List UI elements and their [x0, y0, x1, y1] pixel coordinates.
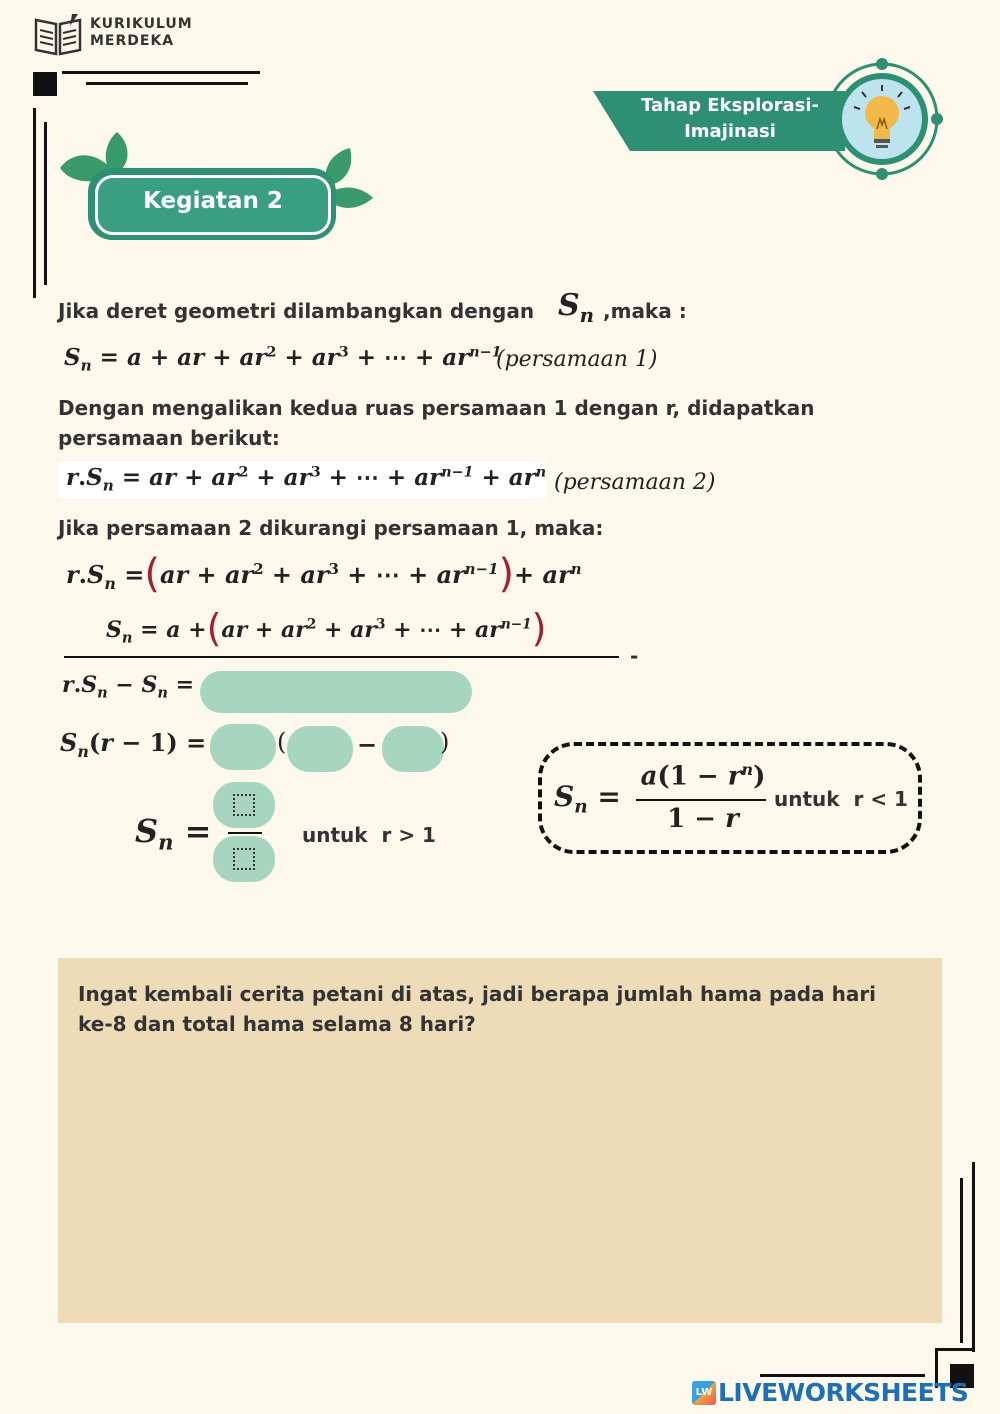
difference-lhs: $r.S_n - S_n$ = [62, 672, 195, 702]
frame-line [33, 108, 36, 298]
formula-fraction-bar [636, 799, 766, 801]
stage-banner-line1: Tahap Eksplorasi- [641, 95, 819, 116]
liveworksheets-wordmark: LIVEWORKSHEETS [718, 1378, 969, 1407]
difference-answer-input[interactable] [200, 671, 472, 713]
activity-title: Kegiatan 2 [143, 188, 283, 214]
book-icon [32, 12, 84, 56]
sn-symbol: $S_n$ [558, 288, 595, 327]
logo-line1: KURIKULUM [90, 16, 193, 32]
frame-line [86, 82, 248, 85]
inner-left-input[interactable] [287, 726, 353, 772]
factor-input[interactable] [210, 724, 276, 770]
placeholder-box-icon [233, 848, 255, 870]
liveworksheets-badge-icon: LW [692, 1381, 716, 1405]
open-paren: ( [277, 728, 287, 756]
stage-banner [590, 55, 950, 185]
inner-right-input[interactable] [382, 726, 444, 772]
curriculum-logo [30, 10, 200, 58]
subtraction-line-2: $S_n = a +(ar + ar^2 + ar^3$ + ⋯ + $ar^{n-1}$) [106, 606, 547, 650]
formula-numerator: $a(1 - r^n)$ [640, 760, 766, 792]
stage-banner-line2: Imajinasi [684, 121, 776, 142]
placeholder-box-icon [233, 794, 255, 816]
minus-sign: − [357, 730, 378, 759]
fraction-lhs: $S_n$ = [135, 812, 212, 855]
question-box [58, 958, 942, 1323]
frame-line [935, 1348, 975, 1351]
intro-maka: ,maka : [603, 299, 687, 323]
frame-line [972, 1162, 975, 1352]
frame-line [44, 122, 47, 285]
subtract-instruction: Jika persamaan 2 dikurangi persamaan 1, maka: [58, 516, 604, 540]
intro-text: Jika deret geometri dilambangkan dengan [58, 299, 535, 323]
denominator-slot[interactable] [213, 836, 275, 882]
activity-badge [55, 128, 375, 248]
frame-line [62, 71, 260, 74]
factored-lhs: $S_n(r - 1)$ = [60, 728, 207, 761]
fraction-bar [228, 832, 262, 834]
equation-1-label: (persamaan 1) [496, 347, 658, 372]
answer-textarea[interactable] [76, 1048, 926, 1312]
frame-square [33, 72, 57, 96]
equation-1: $S_n = a$ + ar + $ar^2 + ar^3$ + ⋯ + $ar^{n-1}$ [64, 344, 502, 375]
condition-r-less-1: untuk r < 1 [774, 787, 908, 811]
minus-mark: - [630, 644, 639, 668]
formula-denominator: 1 − r [667, 804, 739, 834]
close-paren: ) [440, 728, 450, 756]
frame-line [960, 1178, 963, 1343]
subtraction-rule [64, 656, 619, 658]
logo-line2: MERDEKA [90, 33, 175, 49]
question-text: Ingat kembali cerita petani di atas, jadi berapa jumlah hama pada hari ke-8 dan total hama selama 8 hari? [78, 982, 877, 1036]
numerator-slot[interactable] [213, 782, 275, 828]
lightbulb-icon [820, 55, 950, 185]
condition-r-greater-1: untuk r > 1 [302, 823, 436, 847]
equation-2: $r.S_n$ = ar + $ar^2 + ar^3$ + ⋯ + $ar^{n-1} + ar^n$ [66, 464, 547, 495]
frame-line [760, 1374, 925, 1377]
equation-2-label: (persamaan 2) [554, 470, 716, 495]
subtraction-line-1: $r.S_n =(ar + ar^2 + ar^3$ + ⋯ + $ar^{n-1})+ ar^n$ [66, 551, 582, 597]
multiply-instruction: Dengan mengalikan kedua ruas persamaan 1 dengan r, didapatkan persamaan berikut: [58, 396, 815, 450]
formula-box [538, 742, 922, 854]
formula-lhs: $S_n$ = [554, 780, 621, 818]
